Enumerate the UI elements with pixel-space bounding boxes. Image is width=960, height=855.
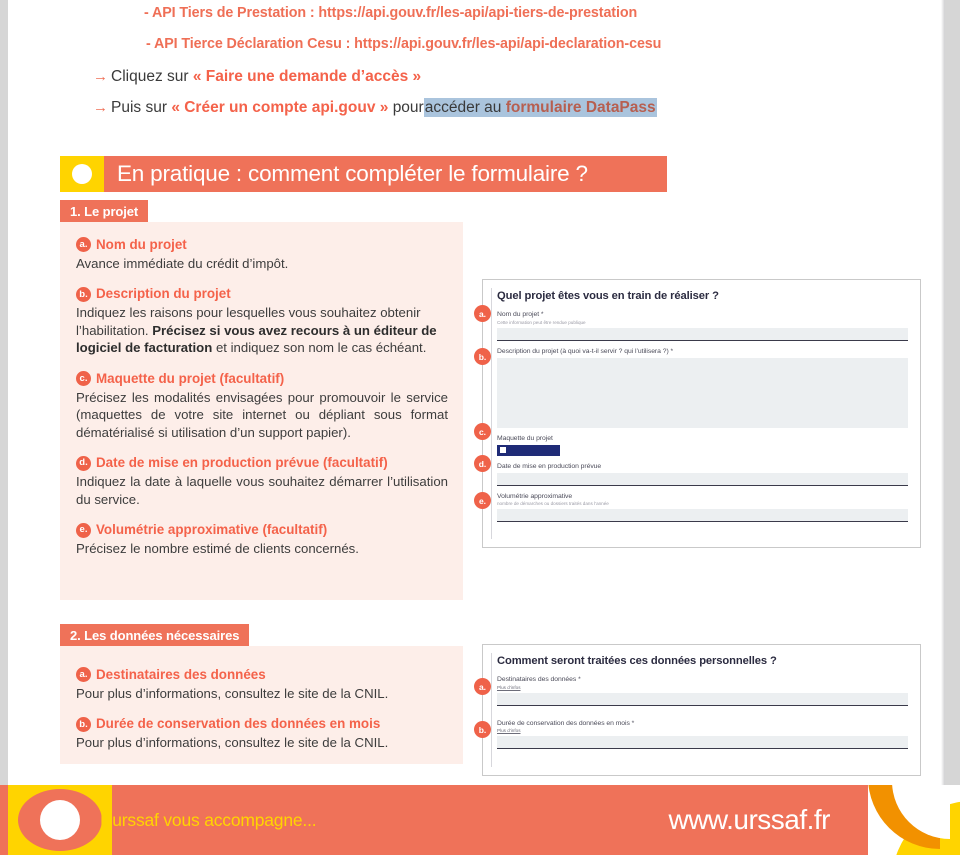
footer-tagline: L’urssaf vous accompagne... — [100, 809, 317, 830]
letter-badge-d: d. — [76, 456, 91, 471]
item-d — [76, 454, 448, 508]
arrow-right-icon: → — [93, 68, 108, 85]
logo-inner-circle-icon — [40, 800, 80, 840]
form-mockup-1[interactable] — [482, 279, 921, 548]
item-2b — [76, 715, 448, 751]
mockup-1-badge-c: c. — [474, 423, 491, 440]
step-2-mid: pour — [392, 99, 424, 116]
item-d-head — [76, 454, 448, 472]
item-c — [76, 370, 448, 441]
mockup-2-left-rule — [491, 653, 492, 767]
document-page — [8, 0, 945, 855]
letter-badge-e: e. — [76, 523, 91, 538]
form-2-title: Comment seront traitées ces données personnelles ? — [497, 655, 777, 667]
form-1-field-nom[interactable] — [497, 311, 908, 341]
form-1-field-date-label: Date de mise en production prévue — [497, 462, 602, 470]
item-e-title: Volumétrie approximative (facultatif) — [96, 522, 328, 538]
section-2-tag: 2. Les données nécessaires — [60, 624, 249, 646]
form-1-field-volumetrie-input[interactable] — [497, 509, 908, 522]
item-2a-body: Pour plus d’informations, consultez le site de la CNIL. — [76, 685, 389, 701]
item-2b-body: Pour plus d’informations, consultez le site de la CNIL. — [76, 735, 389, 751]
step-1-prefix: Cliquez sur — [111, 68, 189, 85]
form-2-field-destinataires-input[interactable] — [497, 693, 908, 706]
urssaf-ellipse-logo — [18, 789, 102, 851]
step-2-prefix: Puis sur — [111, 99, 167, 116]
item-b-title: Description du projet — [96, 286, 231, 302]
footer-decoration — [850, 785, 960, 855]
step-line-1 — [93, 68, 421, 86]
footer-banner — [0, 785, 960, 855]
item-a-title: Nom du projet — [96, 237, 187, 252]
section-title-bar — [60, 156, 667, 192]
title-bullet-badge — [60, 156, 104, 192]
arrow-right-icon-2: → — [93, 99, 108, 116]
api-link-line-2: - API Tierce Déclaration Cesu : https://api.gouv.fr/les-api/api-declaration-cesu — [146, 36, 662, 52]
form-1-field-description-textarea[interactable] — [497, 358, 908, 428]
mockup-1-badge-b: b. — [474, 348, 491, 365]
letter-badge-2b: b. — [76, 717, 91, 732]
form-2-field-destinataires-hint[interactable]: Plus d’infos — [497, 684, 521, 690]
item-a-body: Avance immédiate du crédit d’impôt. — [76, 255, 289, 271]
form-1-field-nom-label: Nom du projet * — [497, 311, 544, 318]
form-mockup-2[interactable] — [482, 644, 921, 776]
form-1-field-date[interactable] — [497, 463, 908, 486]
item-c-head — [76, 370, 448, 388]
section-1-tag: 1. Le projet — [60, 200, 148, 222]
item-2b-title: Durée de conservation des données en mois — [96, 716, 381, 732]
item-e-body: Précisez le nombre estimé de clients concernés. — [76, 541, 359, 557]
form-mockup-1-body — [497, 290, 908, 529]
selected-text-highlight — [424, 98, 657, 117]
mockup-1-badge-a: a. — [474, 305, 491, 322]
file-upload-icon — [500, 447, 506, 453]
step-2-quoted: « Créer un compte api.gouv » — [171, 99, 389, 116]
form-1-field-volumetrie[interactable] — [497, 493, 908, 523]
highlight-strong: formulaire DataPass — [505, 99, 656, 116]
form-1-title: Quel projet êtes vous en train de réaliser ? — [497, 290, 719, 302]
form-mockup-2-body — [497, 655, 908, 756]
form-1-field-volumetrie-label: Volumétrie approximative — [497, 492, 573, 500]
form-1-field-maquette-file-button[interactable] — [497, 445, 560, 456]
item-b-head — [76, 285, 448, 303]
form-2-field-duree-label: Durée de conservation des données en mois * — [497, 719, 635, 727]
form-1-field-maquette[interactable] — [497, 435, 908, 456]
item-a-head — [76, 236, 448, 254]
form-2-field-duree[interactable] — [497, 720, 908, 750]
item-c-body: Précisez les modalités envisagées pour promouvoir le service (maquettes de votre site internet ou dépliant sous format dématérialisé si utilisation d’un support papier). — [76, 389, 448, 440]
form-1-field-date-input[interactable] — [497, 473, 908, 486]
letter-badge-a: a. — [76, 237, 91, 252]
item-d-title: Date de mise en production prévue (facultatif) — [96, 455, 388, 471]
form-1-field-volumetrie-hint: nombre de démarches ou dossiers traités dans l’année — [497, 501, 609, 506]
form-1-field-nom-input[interactable] — [497, 328, 908, 341]
form-2-field-duree-input[interactable] — [497, 736, 908, 749]
footer-website-url[interactable]: www.urssaf.fr — [668, 804, 830, 835]
item-c-title: Maquette du projet (facultatif) — [96, 370, 285, 386]
step-1-quoted: « Faire une demande d’accès » — [192, 68, 422, 85]
api-link-line-1: - API Tiers de Prestation : https://api.gouv.fr/les-api/api-tiers-de-prestation — [144, 5, 638, 21]
circle-bullet-icon — [72, 164, 92, 184]
page-title: En pratique : comment compléter le formulaire ? — [117, 161, 588, 186]
form-1-field-nom-hint: Cette information peut être rendue publique — [497, 319, 586, 325]
section-2-items — [76, 666, 448, 752]
item-d-body: Indiquez la date à laquelle vous souhaitez démarrer l’utilisation du service. — [76, 474, 448, 507]
highlight-plain: accéder au — [424, 99, 502, 116]
item-2a-head — [76, 666, 448, 684]
letter-badge-2a: a. — [76, 667, 91, 682]
form-1-field-description[interactable] — [497, 348, 908, 428]
form-1-field-description-label: Description du projet (à quoi va-t-il servir ? qui l’utilisera ?) * — [497, 347, 674, 355]
mockup-1-left-rule — [491, 288, 492, 539]
letter-badge-c: c. — [76, 371, 91, 386]
form-1-field-maquette-label: Maquette du projet — [497, 434, 553, 442]
item-e-head — [76, 521, 448, 539]
section-1-items — [76, 236, 448, 558]
form-2-field-destinataires[interactable] — [497, 676, 908, 706]
item-b — [76, 285, 448, 356]
item-2a — [76, 666, 448, 702]
form-2-field-destinataires-label: Destinataires des données * — [497, 676, 581, 683]
letter-badge-b: b. — [76, 287, 91, 302]
mockup-1-badge-e: e. — [474, 492, 491, 509]
mockup-2-badge-a: a. — [474, 678, 491, 695]
form-2-field-duree-hint[interactable]: Plus d’infos — [497, 728, 521, 733]
item-e — [76, 521, 448, 557]
mockup-1-badge-d: d. — [474, 455, 491, 472]
item-a — [76, 236, 448, 272]
step-line-2 — [93, 99, 657, 117]
item-2a-title: Destinataires des données — [96, 667, 266, 682]
mockup-2-badge-b: b. — [474, 721, 491, 738]
item-2b-head — [76, 715, 448, 733]
item-b-body: Indiquez les raisons pour lesquelles vous souhaitez obtenir l’habilitation. Précisez si vous avez recours à un éditeur de logiciel de facturation et indiquez son nom le cas échéant. — [76, 305, 437, 356]
